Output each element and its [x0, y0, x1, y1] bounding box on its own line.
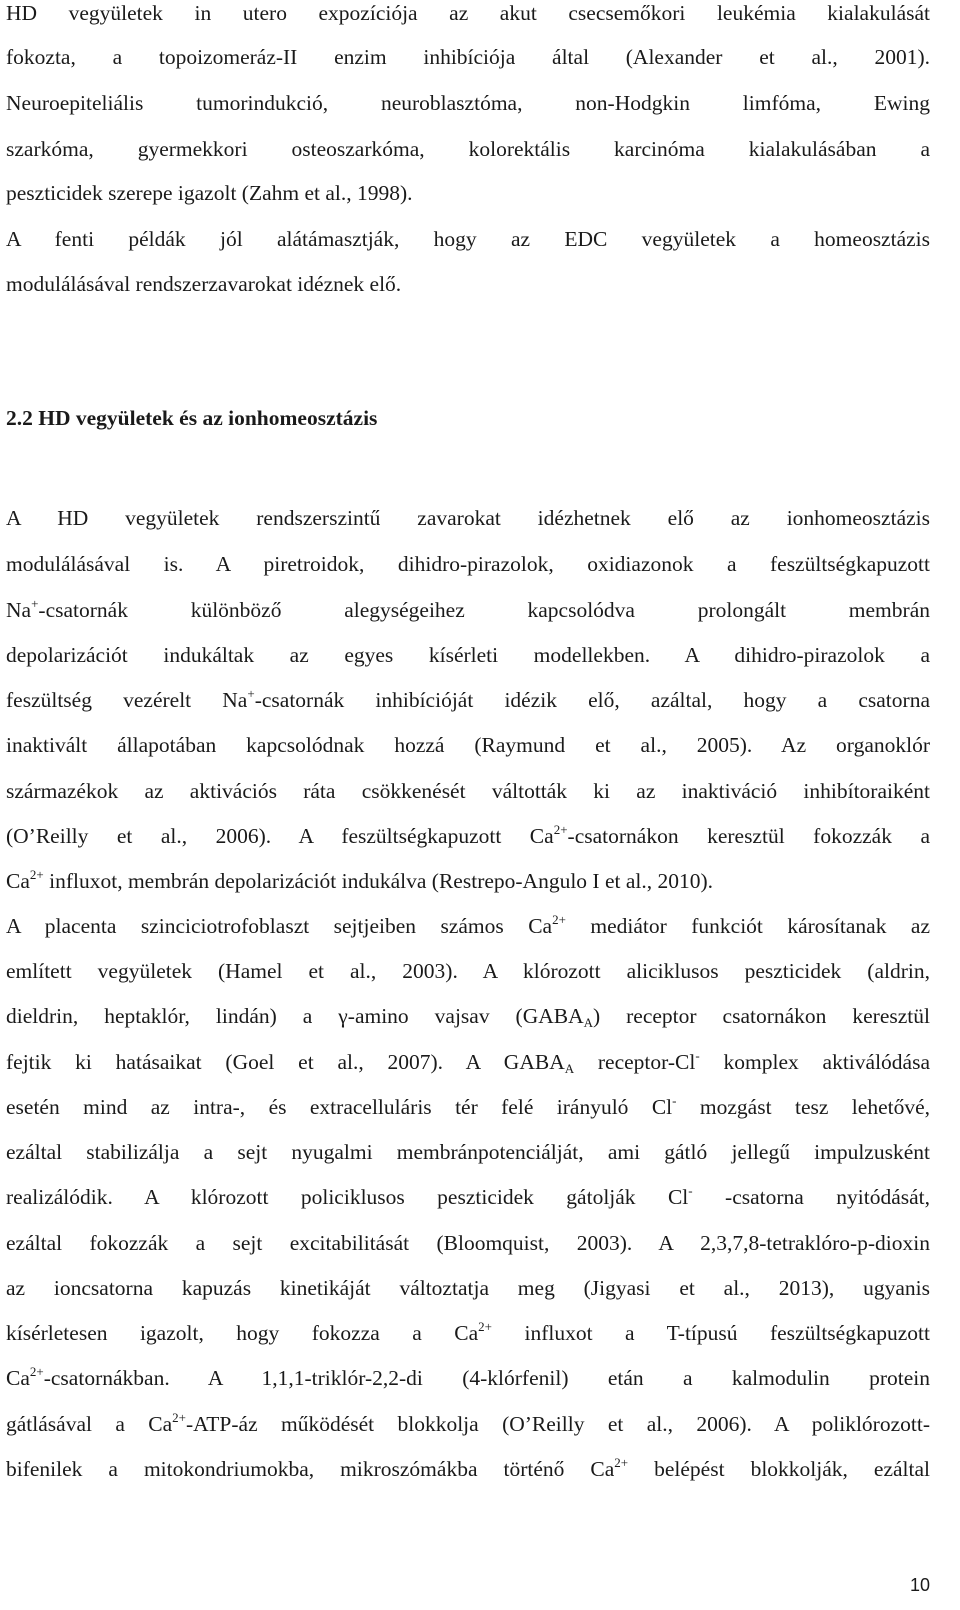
text-line: fokozta, a topoizomeráz-II enzim inhibíciója által (Alexander et al., 2001).	[6, 45, 930, 69]
text-line: dieldrin, heptaklór, lindán) a γ-amino vajsav $(GABA_A)$ receptor csatornákon keresztül	[6, 1004, 930, 1030]
text-line: fejtik ki hatásaikat (Goel et al., 2007). A $GABA_A$ receptor-Cl- komplex aktiválódása	[6, 1048, 930, 1076]
text-line: A HD vegyületek rendszerszintű zavarokat idézhetnek elő az ionhomeosztázis	[6, 506, 930, 530]
text-line: Neuroepiteliális tumorindukció, neuroblasztóma, non-Hodgkin limfóma, Ewing	[6, 91, 930, 115]
text-line: kísérletesen igazolt, hogy fokozza a $Ca^{2+}$ influxot a T-típusú feszültségkapuzott	[6, 1319, 930, 1345]
text-line: említett vegyületek (Hamel et al., 2003). A klórozott aliciklusos peszticidek (aldrin,	[6, 959, 930, 983]
text-line: ezáltal fokozzák a sejt excitabilitását (Bloomquist, 2003). A 2,3,7,8-tetraklóro-p-dioxin	[6, 1231, 930, 1255]
text-line: esetén mind az intra-, és extracelluláris tér felé irányuló Cl- mozgást tesz lehetővé,	[6, 1093, 931, 1119]
text-line: szarkóma, gyermekkori osteoszarkóma, kolorektális karcinóma kialakulásában a	[6, 137, 930, 161]
text-line: (O’Reilly et al., 2006). A feszültségkapuzott $Ca^{2+}$-csatornákon keresztül fokozzák a	[6, 822, 930, 848]
text-line: modulálásával rendszerzavarokat idéznek elő.	[6, 272, 402, 296]
text-line: modulálásával is. A piretroidok, dihidro-pirazolok, oxidiazonok a feszültségkapuzott	[6, 552, 930, 576]
text-line: feszültség vezérelt Na+-csatornák inhibícióját idézik elő, azáltal, hogy a csatorna	[6, 686, 930, 712]
text-line: inaktivált állapotában kapcsolódnak hozzá (Raymund et al., 2005). Az organoklór	[6, 733, 930, 757]
section-heading: 2.2 HD vegyületek és az ionhomeosztázis	[6, 406, 378, 430]
text-line: depolarizációt indukáltak az egyes kísérleti modellekben. A dihidro-pirazolok a	[6, 643, 930, 667]
text-line: A placenta szinciciotrofoblaszt sejtjeiben számos $Ca^{2+}$ mediátor funkciót károsítanak az	[6, 912, 930, 938]
text-line: bifenilek a mitokondriumokba, mikroszómákba történő $Ca^{2+}$ belépést blokkolják, ezáltal	[6, 1455, 931, 1481]
text-line: Na+-csatornák különböző alegységeihez kapcsolódva prolongált membrán	[6, 596, 930, 622]
text-line: A fenti példák jól alátámasztják, hogy az EDC vegyületek a homeosztázis	[6, 227, 930, 251]
text-line: gátlásával a $Ca^{2+}-ATP-áz$ működését blokkolja (O’Reilly et al., 2006). A poliklórozott-	[6, 1410, 930, 1436]
text-line: $Ca^{2+}$-csatornákban. A 1,1,1-triklór-2,2-di (4-klórfenil) etán a kalmodulin protein	[6, 1364, 930, 1390]
text-line: az ioncsatorna kapuzás kinetikáját változtatja meg (Jigyasi et al., 2013), ugyanis	[6, 1276, 930, 1300]
page-number: 10	[909, 1575, 930, 1595]
text-line: peszticidek szerepe igazolt (Zahm et al., 1998).	[6, 181, 413, 205]
text-line: ezáltal stabilizálja a sejt nyugalmi membránpotenciálját, ami gátló jellegű impulzusként	[6, 1140, 930, 1164]
text-line: realizálódik. A klórozott policiklusos peszticidek gátolják Cl- -csatorna nyitódását,	[6, 1183, 930, 1209]
text-line: HD vegyületek in utero expozíciója az akut csecsemőkori leukémia kialakulását	[6, 1, 930, 25]
text-line: származékok az aktivációs ráta csökkenését váltották ki az inaktiváció inhibítoraiként	[6, 779, 930, 803]
text-line: $Ca^{2+}$ influxot, membrán depolarizációt indukálva (Restrepo-Angulo I et al., 2010).	[6, 867, 714, 893]
